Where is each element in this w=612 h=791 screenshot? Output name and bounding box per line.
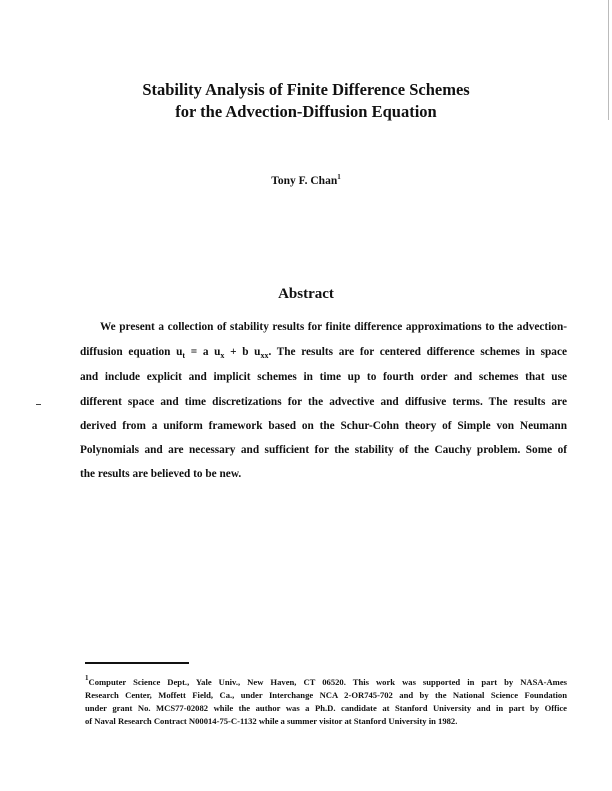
author bbox=[0, 175, 612, 187]
abstract-line: different space and time discretizations for the advective and diffusive terms. The results are bbox=[80, 396, 567, 408]
abstract-line: and include explicit and implicit schemes in time up to fourth order and schemes that use bbox=[80, 371, 567, 383]
abstract-heading: Abstract bbox=[278, 286, 334, 302]
abstract-line: the results are believed to be new. bbox=[80, 468, 242, 480]
abstract-line-equation bbox=[80, 346, 567, 358]
abstract-line: derived from a uniform framework based on the Schur-Cohn theory of Simple von Neumann bbox=[80, 420, 567, 432]
subscript: t bbox=[182, 351, 186, 360]
footnote-line: Research Center, Moffett Field, Ca., under Interchange NCA 2-OR745-702 and by the National Science Foundation bbox=[85, 690, 567, 700]
title-line-2: for the Advection-Diffusion Equation bbox=[175, 102, 437, 121]
text: diffusion equation u bbox=[80, 346, 183, 358]
text: = a u bbox=[185, 346, 221, 358]
subscript: xx bbox=[260, 351, 269, 360]
footnote-line bbox=[85, 674, 567, 687]
scan-edge bbox=[608, 0, 609, 120]
title-line-1: Stability Analysis of Finite Difference Schemes bbox=[142, 80, 470, 99]
text: . The results are for centered difference schemes in space bbox=[268, 346, 567, 358]
abstract-line: We present a collection of stability results for finite difference approximations to the advection- bbox=[100, 321, 567, 333]
text: + b u bbox=[224, 346, 261, 358]
author-name: Tony F. Chan bbox=[271, 175, 338, 187]
abstract-line: Polynomials and are necessary and sufficient for the stability of the Cauchy problem. Some of bbox=[80, 444, 567, 456]
subscript: x bbox=[220, 351, 225, 360]
text: Computer Science Dept., Yale Univ., New Haven, CT 06520. This work was supported in part by NASA-Ames bbox=[88, 677, 567, 687]
footnote-line: under grant No. MCS77-02082 while the author was a Ph.D. candidate at Stanford University and in part by Office bbox=[85, 703, 567, 713]
footnote-rule bbox=[85, 662, 189, 664]
author-footnote-mark: 1 bbox=[337, 173, 341, 181]
scan-mark bbox=[36, 404, 41, 405]
footnote-mark: 1 bbox=[85, 674, 89, 682]
footnote-line: of Naval Research Contract N00014-75-C-1132 while a summer visitor at Stanford University in 1982. bbox=[85, 716, 458, 726]
